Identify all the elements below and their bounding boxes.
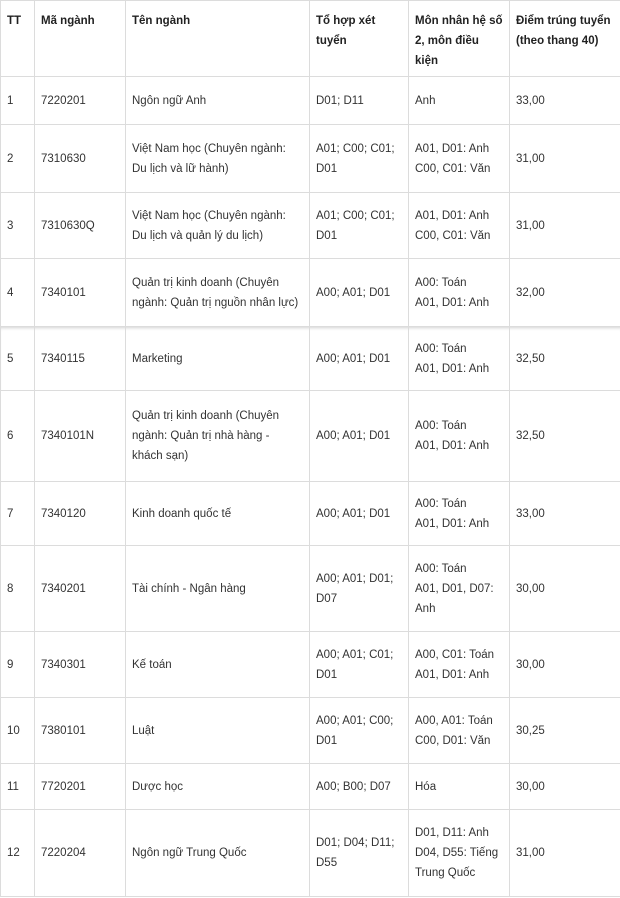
- cell-subjects: [409, 698, 510, 764]
- subject-line: A00: Toán: [415, 342, 467, 355]
- cell-code: 7340201: [35, 546, 126, 632]
- header-combo: Tổ hợp xét tuyển: [310, 1, 409, 77]
- cell-name: Dược học: [126, 764, 310, 810]
- cell-name: Kinh doanh quốc tế: [126, 482, 310, 546]
- cell-code: 7340301: [35, 632, 126, 698]
- cell-subjects: [409, 546, 510, 632]
- cell-name: Marketing: [126, 327, 310, 391]
- cell-code: 7340120: [35, 482, 126, 546]
- cell-tt: 12: [1, 810, 35, 897]
- cell-combo: A00; A01; D01: [310, 482, 409, 546]
- header-score: Điểm trúng tuyển (theo thang 40): [510, 1, 620, 77]
- cell-combo: A01; C00; C01; D01: [310, 125, 409, 193]
- cell-name: Quản trị kinh doanh (Chuyên ngành: Quản trị nguồn nhân lực): [126, 259, 310, 327]
- subject-line: C00, C01: Văn: [415, 229, 491, 242]
- cell-score: 33,00: [510, 482, 620, 546]
- table-row: [1, 810, 620, 897]
- header-subjects: Môn nhân hệ số 2, môn điều kiện: [409, 1, 510, 77]
- cell-score: 30,00: [510, 632, 620, 698]
- cell-combo: A00; A01; D01; D07: [310, 546, 409, 632]
- table-row: [1, 259, 620, 327]
- cell-combo: A00; A01; D01: [310, 391, 409, 482]
- table-header-row: [1, 1, 620, 77]
- cell-score: 31,00: [510, 193, 620, 259]
- subject-line: A01, D01, D07: Anh: [415, 582, 494, 615]
- cell-tt: 8: [1, 546, 35, 632]
- cell-name: Ngôn ngữ Anh: [126, 77, 310, 125]
- table-row: [1, 327, 620, 391]
- cell-code: 7380101: [35, 698, 126, 764]
- cell-code: 7310630Q: [35, 193, 126, 259]
- subject-line: C00, D01: Văn: [415, 734, 491, 747]
- cell-tt: 3: [1, 193, 35, 259]
- cell-combo: A00; A01; C01; D01: [310, 632, 409, 698]
- cell-score: 31,00: [510, 810, 620, 897]
- cell-tt: 4: [1, 259, 35, 327]
- table-row: [1, 698, 620, 764]
- cell-subjects: [409, 632, 510, 698]
- cell-code: 7310630: [35, 125, 126, 193]
- cell-tt: 2: [1, 125, 35, 193]
- subject-line: D04, D55: Tiếng Trung Quốc: [415, 847, 499, 879]
- cell-code: 7720201: [35, 764, 126, 810]
- cell-score: 32,00: [510, 259, 620, 327]
- cell-name: Quản trị kinh doanh (Chuyên ngành: Quản trị nhà hàng - khách sạn): [126, 391, 310, 482]
- subject-line: A01, D01: Anh: [415, 362, 490, 375]
- table-row: [1, 764, 620, 810]
- cell-code: 7340101N: [35, 391, 126, 482]
- cell-name: Việt Nam học (Chuyên ngành: Du lịch và lữ hành): [126, 125, 310, 193]
- cell-score: 32,50: [510, 391, 620, 482]
- subject-line: A00: Toán: [415, 562, 467, 575]
- cell-code: 7220201: [35, 77, 126, 125]
- table-row: [1, 193, 620, 259]
- subject-line: A01, D01: Anh: [415, 209, 490, 222]
- cell-score: 30,00: [510, 546, 620, 632]
- subject-line: A00: Toán: [415, 276, 467, 289]
- subject-line: A00: Toán: [415, 497, 467, 510]
- cell-tt: 9: [1, 632, 35, 698]
- subject-line: Hóa: [415, 780, 437, 793]
- cell-name: Luật: [126, 698, 310, 764]
- subject-line: D01, D11: Anh: [415, 827, 489, 839]
- cell-tt: 5: [1, 327, 35, 391]
- table-row: [1, 546, 620, 632]
- header-code: Mã ngành: [35, 1, 126, 77]
- cell-combo: A00; B00; D07: [310, 764, 409, 810]
- cell-subjects: [409, 810, 510, 897]
- cell-score: 33,00: [510, 77, 620, 125]
- cell-combo: A00; A01; D01: [310, 327, 409, 391]
- cell-score: 31,00: [510, 125, 620, 193]
- subject-line: A01, D01: Anh: [415, 517, 490, 530]
- cell-name: Kế toán: [126, 632, 310, 698]
- subject-line: A01, D01: Anh: [415, 142, 490, 155]
- header-name: Tên ngành: [126, 1, 310, 77]
- table-row: [1, 391, 620, 482]
- header-tt: TT: [1, 1, 35, 77]
- cell-subjects: [409, 77, 510, 125]
- table-row: [1, 77, 620, 125]
- cell-name: Ngôn ngữ Trung Quốc: [126, 810, 310, 897]
- cell-tt: 7: [1, 482, 35, 546]
- cell-tt: 6: [1, 391, 35, 482]
- cell-name: Việt Nam học (Chuyên ngành: Du lịch và quản lý du lịch): [126, 193, 310, 259]
- subject-line: A00, A01: Toán: [415, 714, 493, 727]
- cell-combo: D01; D04; D11; D55: [310, 810, 409, 897]
- subject-line: A00: Toán: [415, 420, 467, 432]
- cell-subjects: [409, 193, 510, 259]
- cell-subjects: [409, 125, 510, 193]
- cell-tt: 11: [1, 764, 35, 810]
- cell-name: Tài chính - Ngân hàng: [126, 546, 310, 632]
- cell-combo: A00; A01; D01: [310, 259, 409, 327]
- cell-subjects: [409, 327, 510, 391]
- subject-line: C00, C01: Văn: [415, 162, 491, 175]
- subject-line: A00, C01: Toán: [415, 648, 495, 661]
- cell-subjects: [409, 764, 510, 810]
- cell-subjects: [409, 391, 510, 482]
- subject-line: A01, D01: Anh: [415, 440, 490, 452]
- table-body: [1, 77, 620, 897]
- subject-line: Anh: [415, 94, 436, 107]
- table-row: [1, 632, 620, 698]
- cell-code: 7340115: [35, 327, 126, 391]
- cell-code: 7220204: [35, 810, 126, 897]
- cell-tt: 1: [1, 77, 35, 125]
- cell-subjects: [409, 482, 510, 546]
- cell-combo: D01; D11: [310, 77, 409, 125]
- cell-score: 32,50: [510, 327, 620, 391]
- cell-combo: A00; A01; C00; D01: [310, 698, 409, 764]
- cell-tt: 10: [1, 698, 35, 764]
- cell-code: 7340101: [35, 259, 126, 327]
- subject-line: A01, D01: Anh: [415, 296, 490, 309]
- cell-score: 30,25: [510, 698, 620, 764]
- table-row: [1, 125, 620, 193]
- subject-line: A01, D01: Anh: [415, 668, 490, 681]
- cell-subjects: [409, 259, 510, 327]
- cell-combo: A01; C00; C01; D01: [310, 193, 409, 259]
- table-row: [1, 482, 620, 546]
- cell-score: 30,00: [510, 764, 620, 810]
